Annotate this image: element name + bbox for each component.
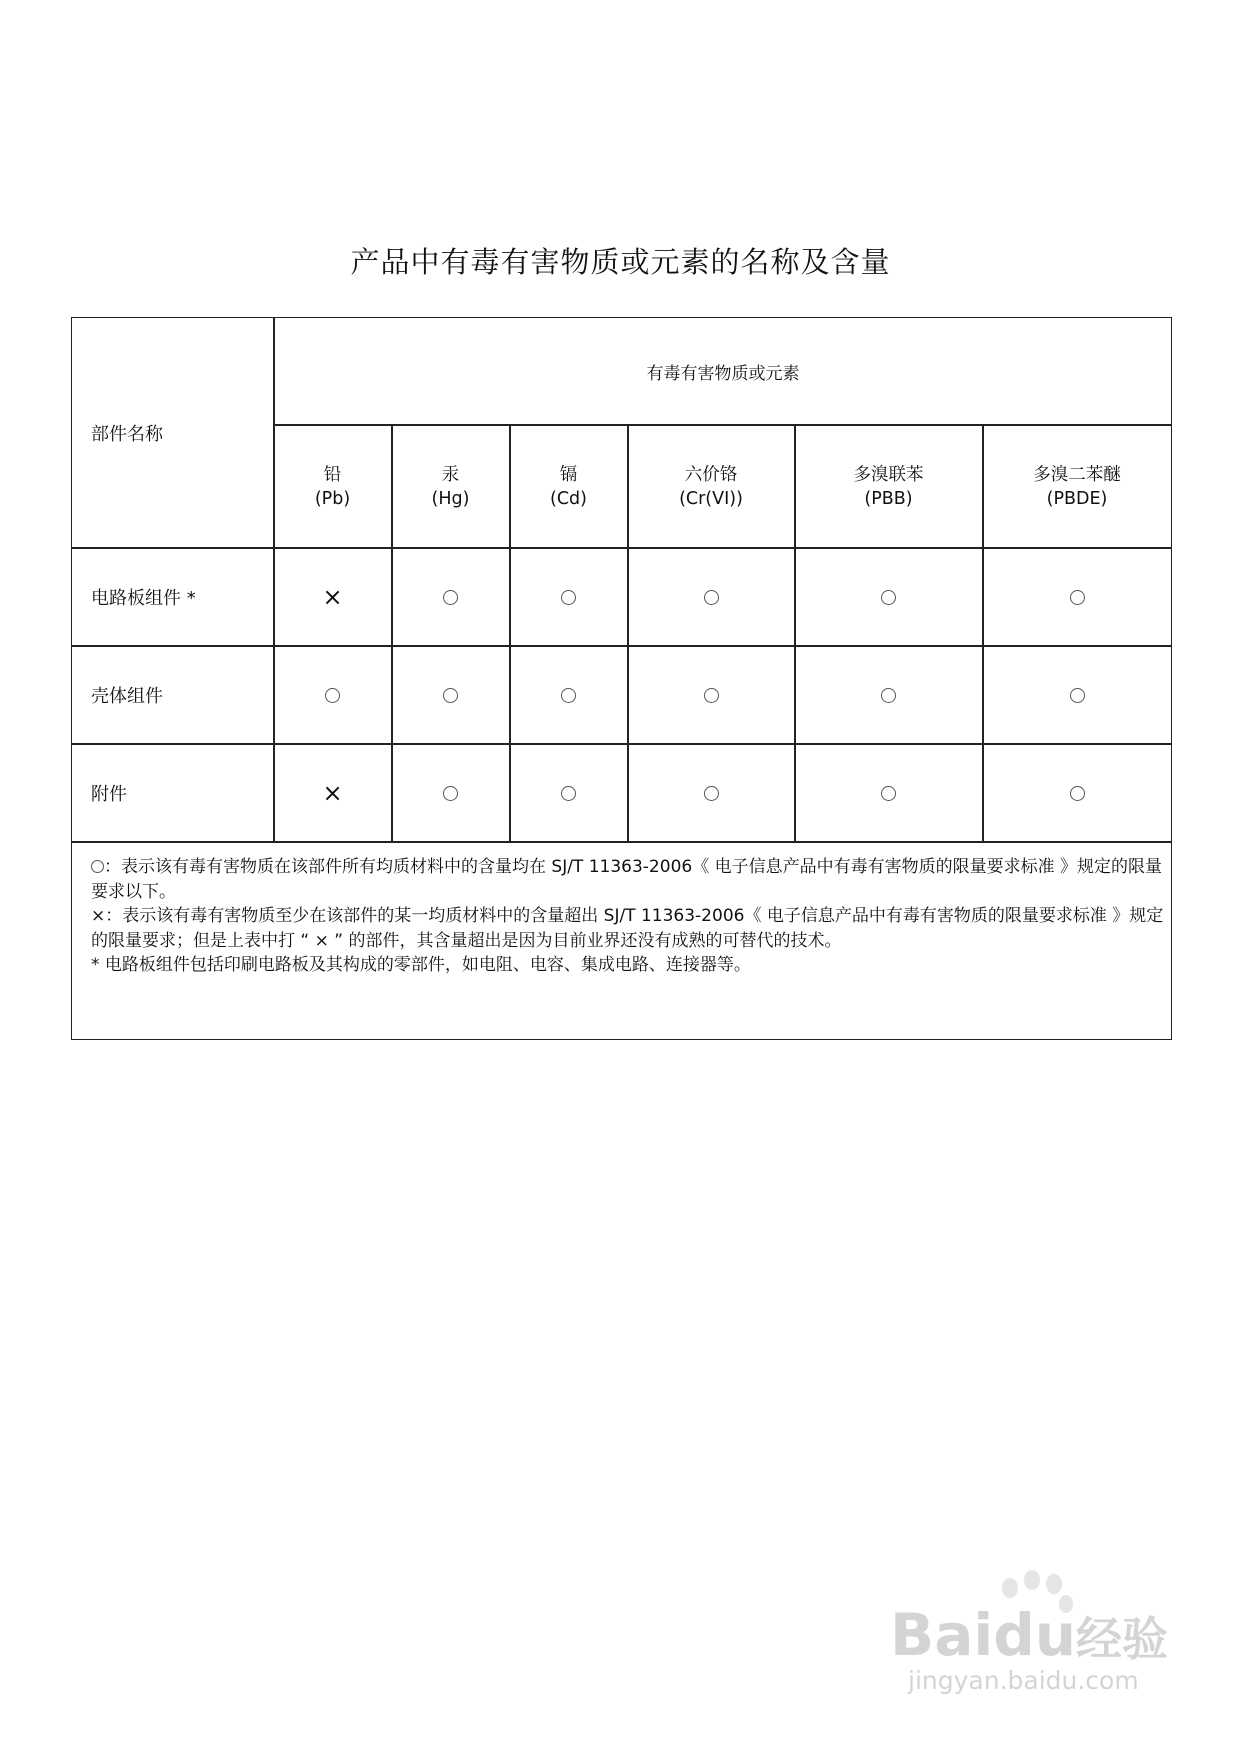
circle-mark-icon bbox=[561, 786, 576, 801]
watermark-brand2: du bbox=[993, 1601, 1077, 1669]
column-header-pbde bbox=[983, 426, 1171, 547]
mark-cell-pbde bbox=[983, 745, 1171, 841]
mark-cell-pb bbox=[274, 647, 391, 743]
mark-cell-pbde bbox=[983, 647, 1171, 743]
cross-icon: × bbox=[91, 906, 106, 926]
circle-mark-icon bbox=[325, 688, 340, 703]
mark-cell-pbb bbox=[795, 549, 982, 645]
note-pcb: * 电路板组件包括印刷电路板及其构成的零部件，如电阻、电容、集成电路、连接器等。 bbox=[91, 955, 751, 975]
mark-cell-hg bbox=[392, 549, 509, 645]
mark-cell-pbb bbox=[795, 647, 982, 743]
mark-cell-hg bbox=[392, 745, 509, 841]
column-header-pbb bbox=[795, 426, 982, 547]
note-cross bbox=[91, 904, 1172, 953]
mark-cell-cd bbox=[510, 745, 627, 841]
circle-mark-icon bbox=[443, 786, 458, 801]
substance-name: 镉 bbox=[559, 464, 578, 485]
part-name-header: 部件名称 bbox=[91, 423, 163, 445]
circle-mark-icon bbox=[1070, 590, 1085, 605]
note-cross-text: ：表示该有毒有害物质至少在该部件的某一均质材料中的含量超出 SJ/T 11363-2006《 电子信息产品中有毒有害物质的限量要求标准 》规定的限量要求；但是上表中打 “ × ” 的部件，其含量超出是因为目前业界还没有成熟的可替代的技术。 bbox=[91, 906, 1164, 951]
circle-icon bbox=[91, 860, 104, 873]
mark-cell-pbb bbox=[795, 745, 982, 841]
circle-mark-icon bbox=[443, 590, 458, 605]
circle-mark-icon bbox=[881, 786, 896, 801]
circle-mark-icon bbox=[881, 688, 896, 703]
column-header-cd bbox=[510, 426, 627, 547]
circle-mark-icon bbox=[1070, 786, 1085, 801]
substance-name: 六价铬 bbox=[684, 464, 738, 485]
watermark-url: jingyan.baidu.com bbox=[908, 1666, 1139, 1695]
mark-cell-cd bbox=[510, 549, 627, 645]
mark-cell-cr6 bbox=[628, 549, 794, 645]
column-header-cr6 bbox=[628, 426, 794, 547]
substance-symbol: (Cd) bbox=[550, 488, 587, 509]
circle-mark-icon bbox=[881, 590, 896, 605]
mark-cell-hg bbox=[392, 647, 509, 743]
circle-mark-icon bbox=[561, 590, 576, 605]
row-label-housing-assembly: 壳体组件 bbox=[91, 686, 163, 707]
mark-cell-pb bbox=[274, 549, 391, 645]
row-label-pcb-assembly: 电路板组件 * bbox=[91, 588, 196, 609]
mark-cell-pb bbox=[274, 745, 391, 841]
mark-cell-cr6 bbox=[628, 745, 794, 841]
note-circle-text: ：表示该有毒有害物质在该部件所有均质材料中的含量均在 SJ/T 11363-2006《 电子信息产品中有毒有害物质的限量要求标准 》规定的限量要求以下。 bbox=[91, 857, 1163, 902]
substance-name: 多溴二苯醚 bbox=[1033, 464, 1121, 485]
cross-mark-icon: × bbox=[322, 779, 343, 807]
substance-name: 铅 bbox=[323, 464, 342, 485]
mark-cell-pbde bbox=[983, 549, 1171, 645]
substance-name: 汞 bbox=[441, 464, 460, 485]
circle-mark-icon bbox=[561, 688, 576, 703]
watermark-product: 经验 bbox=[1076, 1612, 1169, 1666]
substance-symbol: (Hg) bbox=[431, 488, 470, 509]
cross-mark-icon: × bbox=[322, 583, 343, 611]
mark-cell-cr6 bbox=[628, 647, 794, 743]
mark-cell-cd bbox=[510, 647, 627, 743]
substance-name: 多溴联苯 bbox=[853, 464, 924, 485]
circle-mark-icon bbox=[704, 590, 719, 605]
watermark-brand: Bai bbox=[890, 1601, 994, 1669]
column-header-hg bbox=[392, 426, 509, 547]
substance-symbol: (PBB) bbox=[864, 488, 913, 509]
circle-mark-icon bbox=[704, 786, 719, 801]
circle-mark-icon bbox=[1070, 688, 1085, 703]
substance-symbol: (Pb) bbox=[314, 488, 351, 509]
circle-mark-icon bbox=[443, 688, 458, 703]
notes-section bbox=[71, 855, 1172, 978]
substance-group-header: 有毒有害物质或元素 bbox=[646, 363, 800, 384]
substance-symbol: (Cr(VI)) bbox=[679, 488, 743, 509]
baidu-jingyan-watermark bbox=[880, 1566, 1210, 1696]
note-circle bbox=[91, 855, 1172, 904]
substance-symbol: (PBDE) bbox=[1046, 488, 1108, 509]
row-label-accessories: 附件 bbox=[91, 784, 127, 805]
column-header-pb bbox=[274, 426, 391, 547]
circle-mark-icon bbox=[704, 688, 719, 703]
page-title: 产品中有毒有害物质或元素的名称及含量 bbox=[350, 245, 891, 279]
